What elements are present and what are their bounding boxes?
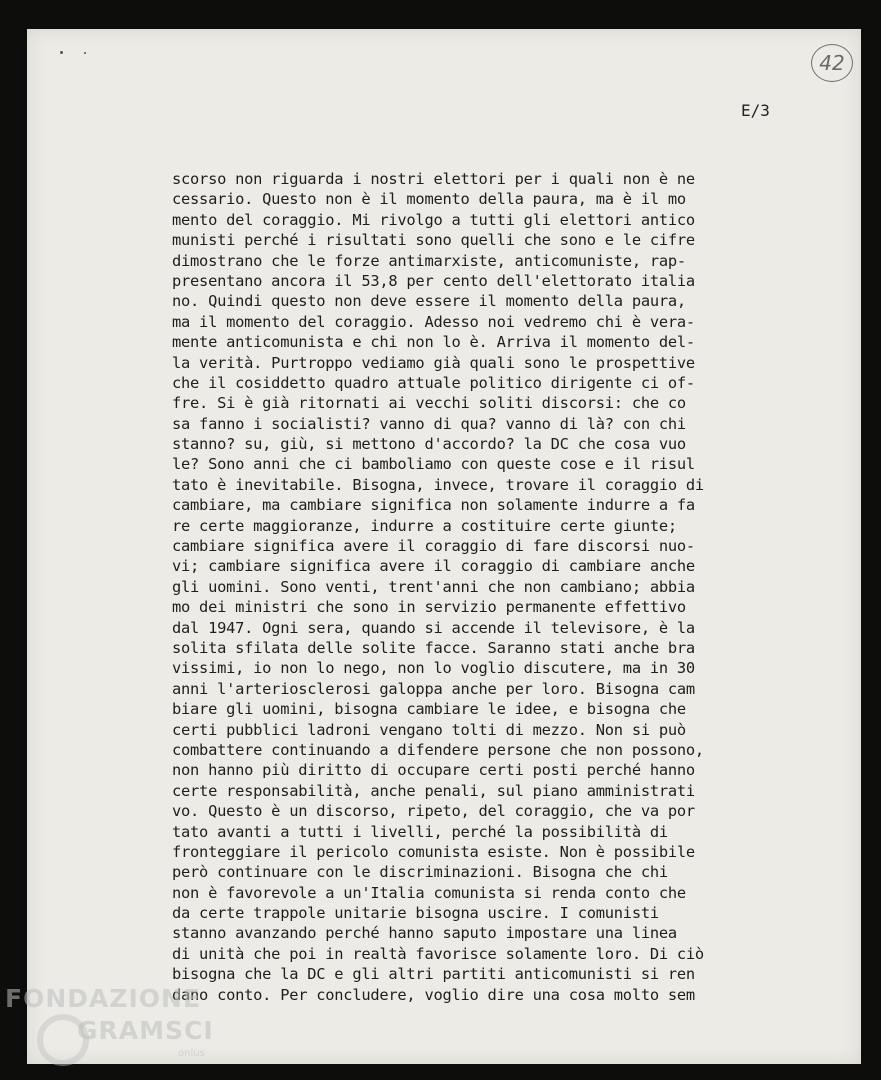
text-line: dano conto. Per concludere, voglio dire una cosa molto sem: [172, 985, 695, 1004]
text-line: sa fanno i socialisti? vanno di qua? vanno di là? con chi: [172, 414, 686, 433]
text-line: presentano ancora il 53,8 per cento dell'elettorato italia: [172, 271, 695, 290]
text-line: vo. Questo è un discorso, ripeto, del coraggio, che va por: [172, 802, 695, 821]
text-line: cessario. Questo non è il momento della paura, ma è il mo: [172, 190, 686, 209]
text-line: certi pubblici ladroni vengano tolti di mezzo. Non si può: [172, 720, 686, 739]
page-number-circle: 42: [811, 44, 853, 82]
text-line: stanno avanzando perché hanno saputo impostare una linea: [172, 924, 677, 943]
typewritten-body: [172, 169, 852, 1005]
text-line: non è favorevole a un'Italia comunista si renda conto che: [172, 883, 686, 902]
text-line: gli uomini. Sono venti, trent'anni che non cambiano; abbia: [172, 577, 695, 596]
text-line: però continuare con le discriminazioni. Bisogna che chi: [172, 863, 668, 882]
margin-dot: [60, 51, 63, 54]
text-line: non hanno più diritto di occupare certi posti perché hanno: [172, 761, 695, 780]
text-line: tato avanti a tutti i livelli, perché la possibilità di: [172, 822, 668, 841]
text-line: vissimi, io non lo nego, non lo voglio discutere, ma in 30: [172, 659, 695, 678]
text-line: scorso non riguarda i nostri elettori per i quali non è ne: [172, 170, 695, 188]
text-line: bisogna che la DC e gli altri partiti anticomunisti si ren: [172, 965, 695, 984]
text-line: no. Quindi questo non deve essere il momento della paura,: [172, 292, 686, 311]
text-line: tato è inevitabile. Bisogna, invece, trovare il coraggio di: [172, 475, 704, 494]
watermark-suffix: onlus: [178, 1048, 205, 1059]
text-line: ma il momento del coraggio. Adesso noi vedremo chi è vera-: [172, 312, 695, 331]
text-line: mo dei ministri che sono in servizio permanente effettivo: [172, 598, 686, 617]
text-line: vi; cambiare significa avere il coraggio di cambiare anche: [172, 557, 695, 576]
text-line: mento del coraggio. Mi rivolgo a tutti gli elettori antico: [172, 210, 695, 229]
text-line: certe responsabilità, anche penali, sul piano amministrati: [172, 781, 695, 800]
text-line: la verità. Purtroppo vediamo già quali sono le prospettive: [172, 353, 695, 372]
text-line: di unità che poi in realtà favorisce solamente loro. Di ciò: [172, 944, 704, 963]
text-line: cambiare significa avere il coraggio di fare discorsi nuo-: [172, 537, 695, 556]
watermark-subtitle: GRAMSCI: [77, 1016, 214, 1045]
text-line: combattere continuando a difendere persone che non possono,: [172, 740, 704, 759]
text-line: da certe trappole unitarie bisogna uscire. I comunisti: [172, 904, 659, 923]
document-code: E/3: [741, 101, 770, 120]
text-line: munisti perché i risultati sono quelli che sono e le cifre: [172, 231, 695, 250]
margin-dot: [84, 52, 86, 54]
text-line: re certe maggioranze, indurre a costituire certe giunte;: [172, 516, 677, 535]
text-line: biare gli uomini, bisogna cambiare le idee, e bisogna che: [172, 700, 686, 719]
text-line: dimostrano che le forze antimarxiste, anticomuniste, rap-: [172, 251, 686, 270]
watermark-title: FONDAZIONE: [5, 984, 202, 1013]
text-line: che il cosiddetto quadro attuale politico dirigente ci of-: [172, 373, 695, 392]
text-line: dal 1947. Ogni sera, quando si accende il televisore, è la: [172, 618, 695, 637]
text-line: le? Sono anni che ci bamboliamo con queste cose e il risul: [172, 455, 695, 474]
text-line: anni l'arteriosclerosi galoppa anche per loro. Bisogna cam: [172, 679, 695, 698]
text-line: fre. Si è già ritornati ai vecchi soliti discorsi: che co: [172, 394, 686, 413]
text-line: stanno? su, giù, si mettono d'accordo? la DC che cosa vuo: [172, 435, 686, 454]
text-line: solita sfilata delle solite facce. Saranno stati anche bra: [172, 638, 695, 657]
text-line: fronteggiare il pericolo comunista esiste. Non è possibile: [172, 842, 695, 861]
text-line: mente anticomunista e chi non lo è. Arriva il momento del-: [172, 333, 695, 352]
text-line: cambiare, ma cambiare significa non solamente indurre a fa: [172, 496, 695, 515]
document-page: [27, 29, 861, 1064]
